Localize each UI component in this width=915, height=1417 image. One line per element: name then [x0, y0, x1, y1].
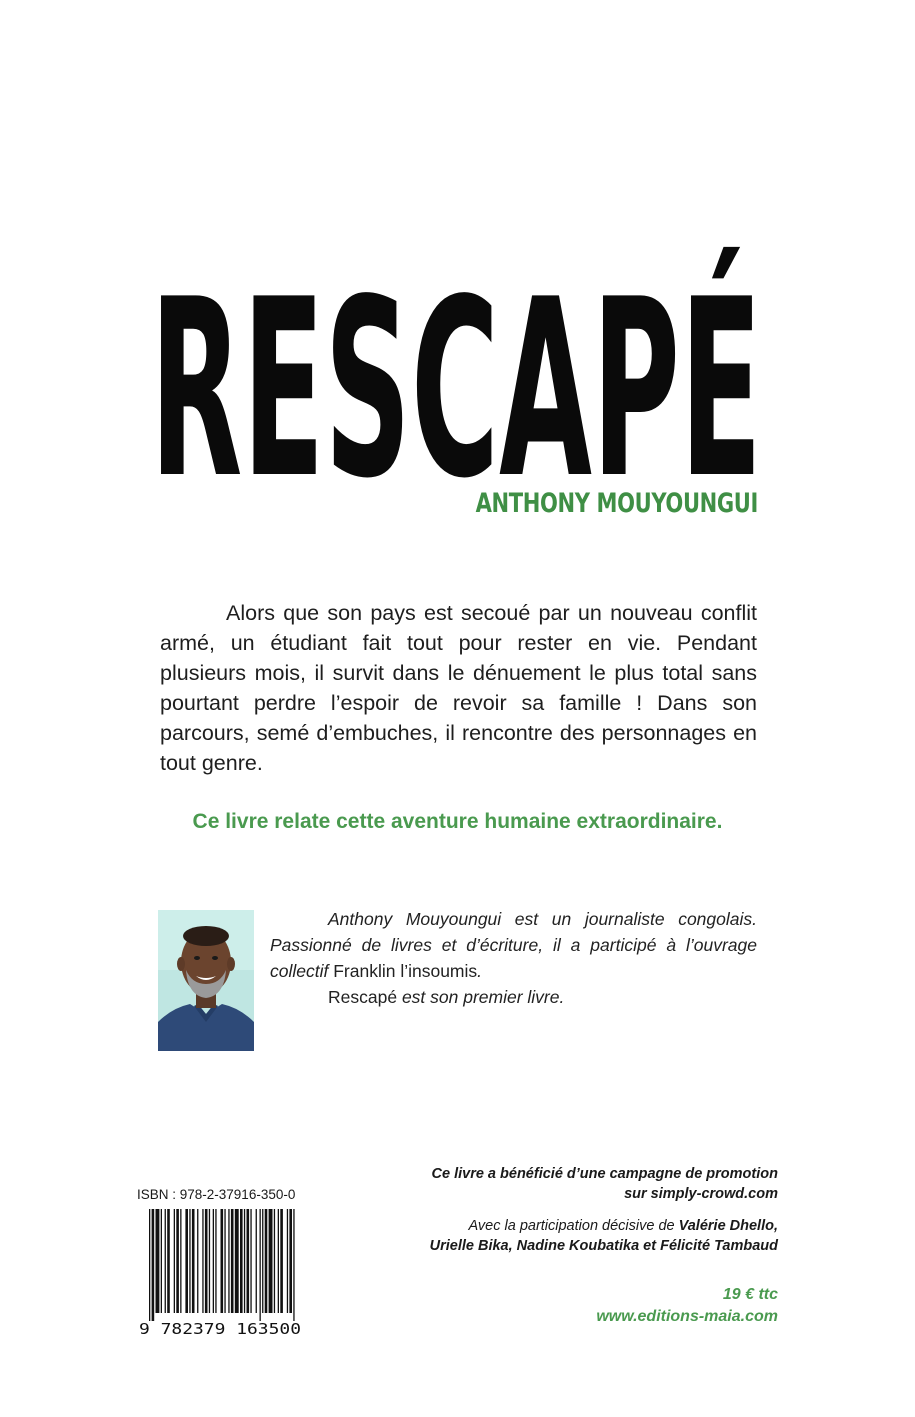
tagline: Ce livre relate cette aventure humaine extraordinaire. [192, 810, 723, 833]
credits-names-2: Urielle Bika, Nadine Koubatika et Félicité Tambaud [429, 1238, 778, 1254]
bio-paragraph-2 [270, 984, 757, 1010]
book-title-text: RESCAPÉ [150, 247, 762, 484]
promo-line-2: sur simply-crowd.com [624, 1186, 778, 1202]
bio-text-2: est son premier livre. [397, 987, 565, 1007]
credits-line-2 [430, 1236, 778, 1256]
barcode [137, 1207, 303, 1337]
promo-notice [432, 1164, 778, 1204]
bio-text-end: . [477, 961, 483, 981]
isbn-label: ISBN : 978-2-37916-350-0 [137, 1187, 296, 1202]
price-block [596, 1284, 778, 1328]
author-photo [158, 910, 254, 1051]
credits [430, 1216, 778, 1256]
synopsis [160, 598, 757, 778]
credits-prefix: Avec la participation décisive de [468, 1218, 679, 1234]
author-bio [270, 906, 757, 1010]
publisher-website: www.editions-maia.com [596, 1308, 778, 1325]
bio-book-ref: Franklin l’insoumis [333, 961, 478, 981]
barcode-digits: 9 782379 163500 [139, 1320, 301, 1337]
bio-text: Anthony Mouyoungui est un journaliste congolais. Passionné de livres et d’écriture, il a participé à l’ouvrage collectif [270, 909, 757, 981]
promo-line-1: Ce livre a bénéficié d’une campagne de promotion [431, 1166, 778, 1182]
author-name: ANTHONY MOUYOUNGUI [475, 488, 758, 519]
synopsis-text: Alors que son pays est secoué par un nouveau conflit armé, un étudiant fait tout pour rester en vie. Pendant plusieurs mois, il survit dans le dénuement le plus total sans pourtant perdre l’espoir de revoir sa famille ! Dans son parcours, semé d’embuches, il rencontre des personnages en tout genre. [160, 601, 757, 775]
credits-names-1: Valérie Dhello, [678, 1218, 778, 1234]
bio-book-title: Rescapé [328, 987, 398, 1007]
bio-paragraph [270, 906, 757, 984]
credits-line-1 [430, 1216, 778, 1236]
book-title [150, 222, 768, 484]
price: 19 € ttc [722, 1286, 778, 1303]
